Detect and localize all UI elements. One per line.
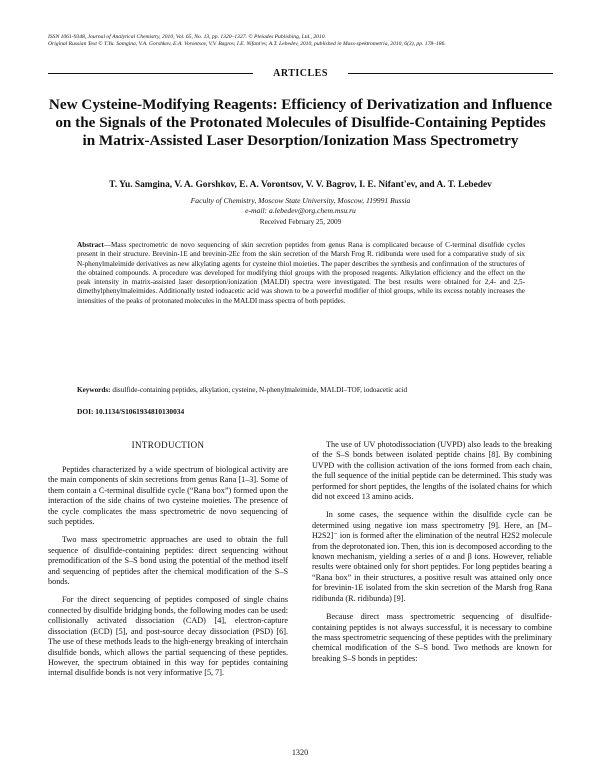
abstract-text: —Mass spectrometric de novo sequencing of skin secretion peptides from genus Rana is complicated because of C-terminal disulfide cycles present in their structure. Brevinin-1E and brevinin-2Ec from the skin secretion of the Marsh Frog R. ridibunda were used for a comparative study of six N-phenylmaleimide derivatives as new alkylating agents for cysteine thiol moieties. The paper describes the synthesis and confirmation of the structures of the obtained compounds. A procedure was developed for modifying thiol groups with the proposed reagents. Alkylation efficiency and the effect on the peak intensity in matrix-assisted laser desorption/ionization (MALDI) spectra were investigated. The best results were obtained for 2,4- and 2,5-dimethylphenylmaleimides. Additionally tested iodoacetic acid was shown to be a powerful modifier of thiol groups, while its excess notably increases the intensities of the peaks of protonated molecules in the MALDI mass spectra of both peptides. (77, 241, 525, 305)
contact-email: e-mail: a.lebedev@org.chem.msu.ru (245, 206, 356, 215)
left-column (48, 440, 288, 687)
affiliation: Faculty of Chemistry, Moscow State University, Moscow, 119991 Russia (190, 196, 411, 205)
doi (77, 407, 525, 417)
right-column (312, 440, 552, 672)
journal-citation-line: ISSN 1061-9348, Journal of Analytical Chemistry, 2010, Vol. 65, No. 13, pp. 1320–1327. © Pleiades Publishing, Ltd., 2010. (48, 34, 326, 40)
author-list: T. Yu. Samgina, V. A. Gorshkov, E. A. Vorontsov, V. V. Bagrov, I. E. Nifant'ev, and A. T. Lebedev (109, 180, 492, 190)
received-date: Received February 25, 2009 (259, 218, 342, 226)
section-banner (48, 67, 553, 81)
keywords (77, 386, 525, 395)
paragraph: In some cases, the sequence within the disulfide cycle can be determined using negative ion mass spectrometry [9]. Here, an [M–H2S2]⁻ ion is formed after the elimination of the neutral H2S2 molecule from the deprotonated ion. Then, this ion is decomposed according to the known mechanism, yielding a series of α and β ions. However, reliable results were obtained only for short peptides. For long peptides bearing a “Rana box” in their structures, a positive result was attained only once for brevinin-1E isolated from the skin secretion of the Marsh frog Rana ridibunda (R. ridibunda) [9]. (312, 510, 552, 603)
original-text-line: Original Russian Text © T.Yu. Samgina, V.A. Gorshkov, E.A. Vorontsov, V.V. Bagrov, I.E. Nifant'ev, A.T. Lebedev, 2010, published in Mass-spektrometria, 2010, 6(3), pp. 178–186. (48, 41, 446, 47)
paragraph: For the direct sequencing of peptides composed of single chains connected by disulfide bridging bonds, the following modes can be used: collisionally activated dissociation (CAD) [4], electron-capture dissociation (ECD) [5], and post-source decay dissociation (PSD) [6]. The use of these methods leads to the high-energy breaking of interchain disulfide bonds, which allows the partial sequencing of these peptides. However, the spectrum obtained in this way for peptides containing internal disulfide bonds is not very informative [5, 7]. (48, 595, 288, 678)
paragraph: Peptides characterized by a wide spectrum of biological activity are the main components of skin secretions from genus Rana [1–3]. Some of them contain a C-terminal disulfide cycle (“Rana box”) formed upon the interaction of the side chains of two cysteine moieties. The presence of the cycle complicates the mass spectrometric de novo sequencing of such peptides. (48, 465, 288, 527)
keywords-text: disulfide-containing peptides, alkylation, cysteine, N-phenylmaleimide, MALDI–TOF, iodoacetic acid (112, 386, 408, 394)
abstract-label: Abstract (77, 241, 104, 249)
paragraph: Two mass spectrometric approaches are used to obtain the full sequence of disulfide-containing peptides: direct sequencing without premodification of the S–S bond using the potential of the method itself and sequencing of peptides after the chemical modification of the S–S bonds. (48, 535, 288, 587)
doi-label: DOI: (77, 407, 94, 416)
section-label: ARTICLES (273, 68, 328, 79)
section-rule-right (348, 73, 553, 74)
article-title: New Cysteine-Modifying Reagents: Efficiency of Derivatization and Influence on the Signals of the Protonated Molecules of Disulfide-Containing Peptides in Matrix-Assisted Laser Desorption/Ionization Mass Spectrometry (48, 96, 553, 149)
doi-value: 10.1134/S1061934810130034 (95, 407, 185, 416)
page-number: 1320 (291, 748, 309, 757)
paragraph: Because direct mass spectrometric sequencing of disulfide-containing peptides is not always successful, it is necessary to combine the mass spectrometric sequencing of these peptides with the preliminary chemical modification of the S–S bond. Two methods are known for breaking S–S bonds in peptides: (312, 612, 552, 663)
introduction-heading: INTRODUCTION (131, 440, 205, 450)
keywords-label: Keywords: (77, 386, 111, 394)
paragraph: The use of UV photodissociation (UVPD) also leads to the breaking of the S–S bonds between isolated peptide chains [8]. By combining UVPD with the collision activation of the ions formed from each chain, the full sequence of the initial peptide can be determined. This study was performed for short peptides, the lengths of the isolated chains for which did not exceed 13 amino acids. (312, 440, 552, 502)
abstract (77, 241, 525, 306)
